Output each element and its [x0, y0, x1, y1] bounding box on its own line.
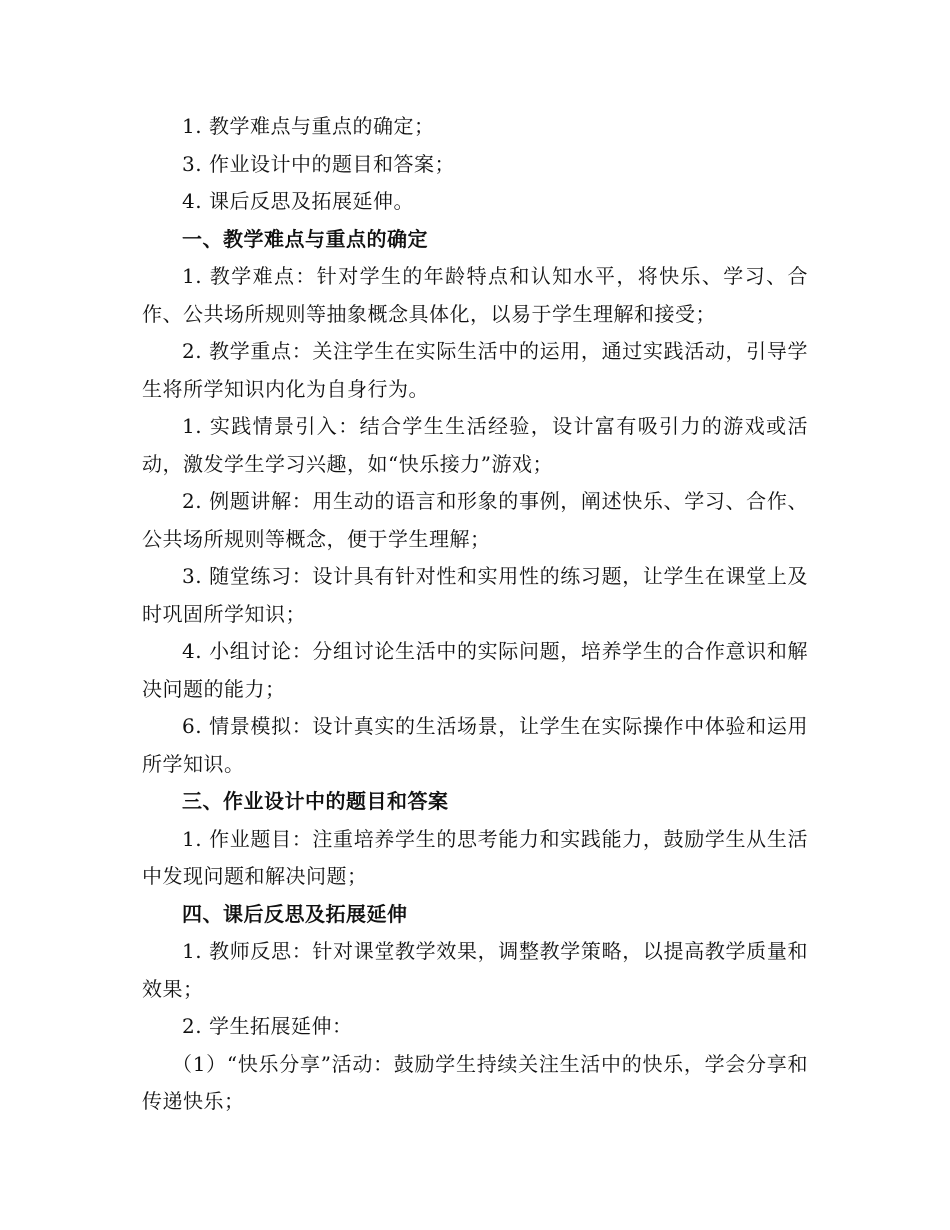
list-item: 4. 课后反思及拓展延伸。 [182, 189, 414, 213]
list-item: 4. 小组讨论：分组讨论生活中的实际问题，培养学生的合作意识和解决问题的能力； [142, 639, 808, 701]
section-heading: 四、课后反思及拓展延伸 [182, 901, 408, 926]
list-item: 2. 学生拓展延伸： [182, 1014, 353, 1038]
sub-list-item: （1）“快乐分享”活动：鼓励学生持续关注生活中的快乐，学会分享和传递快乐； [142, 1051, 808, 1113]
list-item: 1. 教师反思：针对课堂教学效果，调整教学策略，以提高教学质量和效果； [142, 939, 808, 1001]
list-item: 2. 例题讲解：用生动的语言和形象的事例，阐述快乐、学习、合作、公共场所规则等概念，便于学生理解； [142, 489, 808, 551]
section-heading: 一、教学难点与重点的确定 [182, 226, 428, 251]
list-item: 1. 实践情景引入：结合学生生活经验，设计富有吸引力的游戏或活动，激发学生学习兴趣，如“快乐接力”游戏； [142, 414, 808, 476]
list-item: 2. 教学重点：关注学生在实际生活中的运用，通过实践活动，引导学生将所学知识内化为自身行为。 [142, 339, 808, 401]
list-item: 1. 教学难点与重点的确定； [182, 114, 435, 138]
document-body [142, 108, 808, 1121]
list-item: 1. 教学难点：针对学生的年龄特点和认知水平，将快乐、学习、合作、公共场所规则等抽象概念具体化，以易于学生理解和接受； [142, 264, 808, 326]
list-item: 1. 作业题目：注重培养学生的思考能力和实践能力，鼓励学生从生活中发现问题和解决问题； [142, 826, 808, 888]
list-item: 3. 作业设计中的题目和答案； [182, 151, 455, 176]
list-item: 3. 随堂练习：设计具有针对性和实用性的练习题，让学生在课堂上及时巩固所学知识； [142, 564, 808, 626]
list-item: 6. 情景模拟：设计真实的生活场景，让学生在实际操作中体验和运用所学知识。 [142, 714, 808, 776]
section-heading: 三、作业设计中的题目和答案 [182, 789, 449, 813]
